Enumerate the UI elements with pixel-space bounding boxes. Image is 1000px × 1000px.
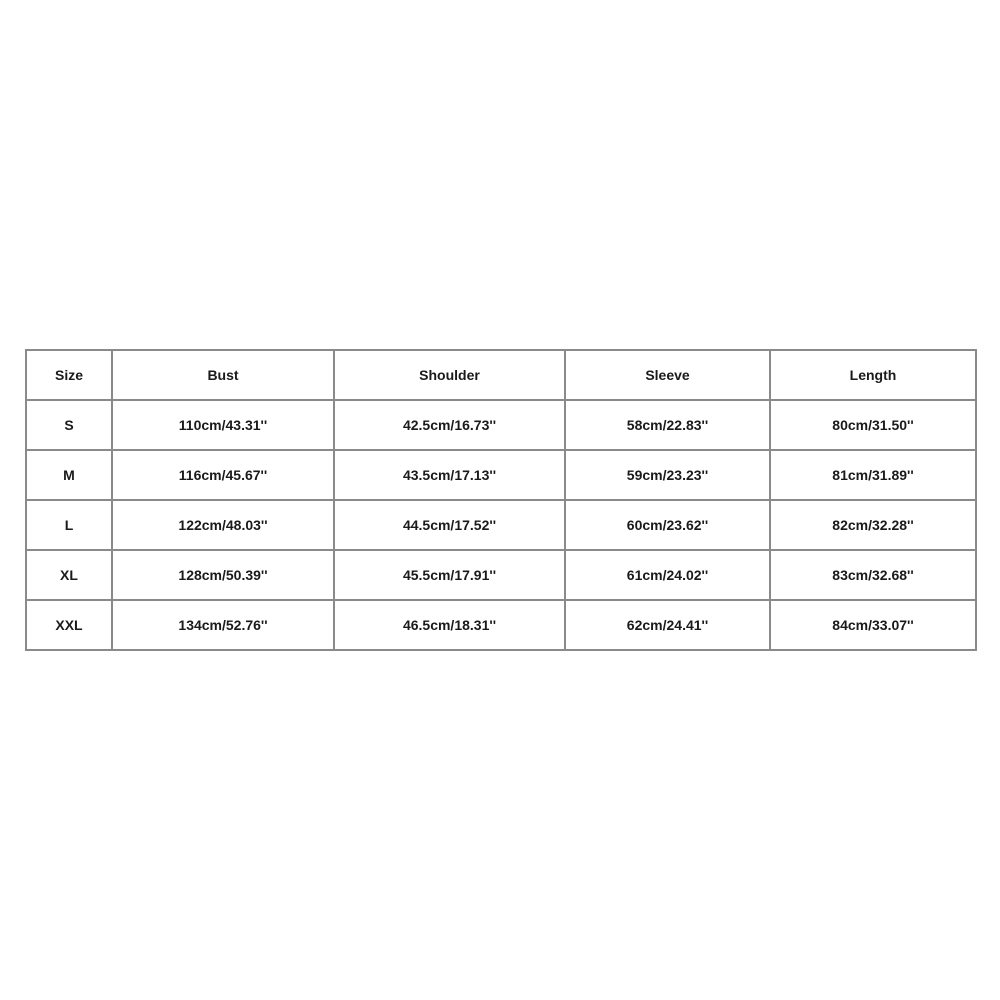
cell-sleeve: 62cm/24.41'' (565, 600, 770, 650)
cell-length: 83cm/32.68'' (770, 550, 976, 600)
cell-shoulder: 45.5cm/17.91'' (334, 550, 565, 600)
cell-bust: 110cm/43.31'' (112, 400, 334, 450)
cell-length: 82cm/32.28'' (770, 500, 976, 550)
header-bust: Bust (112, 350, 334, 400)
cell-sleeve: 60cm/23.62'' (565, 500, 770, 550)
cell-shoulder: 44.5cm/17.52'' (334, 500, 565, 550)
cell-sleeve: 58cm/22.83'' (565, 400, 770, 450)
table-row (26, 400, 976, 450)
cell-size: M (26, 450, 112, 500)
cell-size: XL (26, 550, 112, 600)
cell-size: XXL (26, 600, 112, 650)
cell-bust: 122cm/48.03'' (112, 500, 334, 550)
cell-shoulder: 43.5cm/17.13'' (334, 450, 565, 500)
cell-bust: 116cm/45.67'' (112, 450, 334, 500)
cell-sleeve: 61cm/24.02'' (565, 550, 770, 600)
cell-bust: 134cm/52.76'' (112, 600, 334, 650)
cell-sleeve: 59cm/23.23'' (565, 450, 770, 500)
header-sleeve: Sleeve (565, 350, 770, 400)
cell-shoulder: 42.5cm/16.73'' (334, 400, 565, 450)
cell-length: 84cm/33.07'' (770, 600, 976, 650)
cell-length: 81cm/31.89'' (770, 450, 976, 500)
table-row (26, 600, 976, 650)
table-row (26, 550, 976, 600)
table-header-row (26, 350, 976, 400)
cell-size: S (26, 400, 112, 450)
header-length: Length (770, 350, 976, 400)
header-shoulder: Shoulder (334, 350, 565, 400)
table-row (26, 500, 976, 550)
cell-length: 80cm/31.50'' (770, 400, 976, 450)
header-size: Size (26, 350, 112, 400)
size-chart-table (25, 349, 977, 651)
cell-size: L (26, 500, 112, 550)
cell-shoulder: 46.5cm/18.31'' (334, 600, 565, 650)
cell-bust: 128cm/50.39'' (112, 550, 334, 600)
table-row (26, 450, 976, 500)
